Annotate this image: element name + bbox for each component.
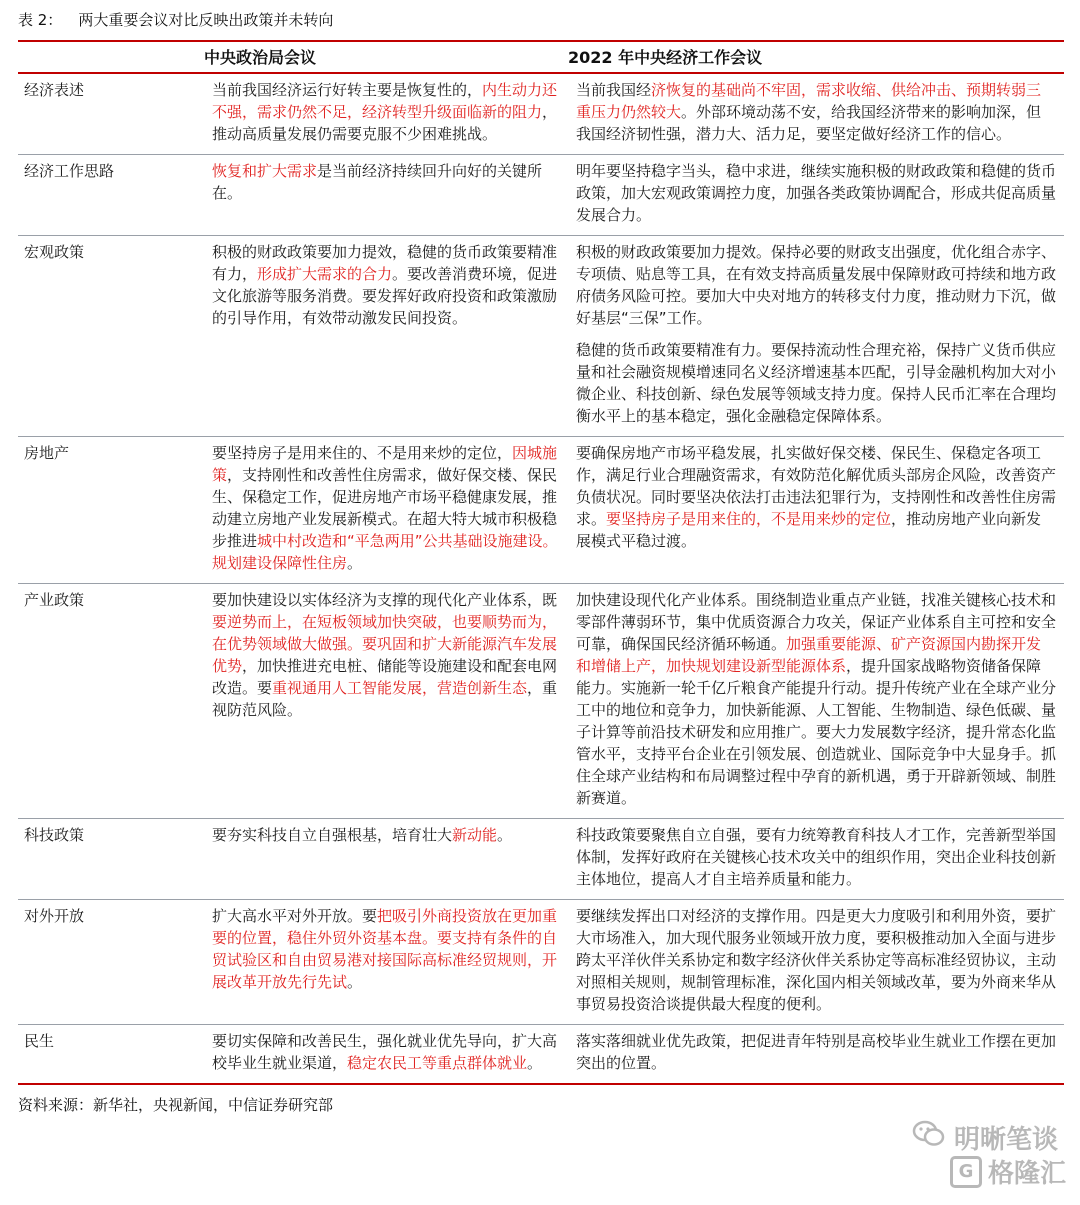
column-header-cewc: 2022 年中央经济工作会议 [568,47,763,67]
politburo-cell [204,900,568,1025]
watermark-account: 明晰笔谈 [953,1125,1058,1155]
highlighted-text: 加强重要能源、矿产资源国内勘探开发和增储上产，加快规划建设新型能源体系 [576,635,1042,675]
table-row [18,236,1064,437]
text-segment: 是当前经济持续回升向好的关键所在。 [212,162,543,202]
text-segment: ，推动高质量发展仍需要克服不少困难挑战。 [212,103,558,143]
watermark-wechat [912,1119,1058,1156]
text-segment: 。要改善消费环境，促进文化旅游等服务消费。要发挥好政府投资和政策激励的引导作用，有效带动激发民间投资。 [212,265,558,327]
text-segment: 。 [347,554,363,572]
cewc-cell [568,236,1064,437]
politburo-cell [204,236,568,437]
text-segment: 积极的财政政策要加力提效。保持必要的财政支出强度，优化组合赤字、专项债、贴息等工具，在有效支持高质量发展中保障财政可持续和地方政府债务风险可控。要加大中央对地方的转移支付力度，推动财力下沉，做好基层“三保”工作。 [576,243,1057,327]
text-segment: 。 [527,1054,543,1072]
text-segment: 当前我国经济运行好转主要是恢复性的， [212,81,483,99]
table-row [18,437,1064,584]
row-category: 对外开放 [24,907,85,925]
highlighted-text: 内生动力还不强，需求仍然不足，经济转型升级面临新的阻力 [212,81,558,121]
watermark-brand [950,1153,1066,1190]
wechat-icon [912,1120,946,1155]
highlighted-text: 要坚持房子是用来住的，不是用来炒的定位 [606,510,892,528]
caption-title: 两大重要会议对比反映出政策并未转向 [78,11,334,29]
row-category: 产业政策 [24,591,85,609]
text-segment: 要坚持房子是用来住的、不是用来炒的定位， [212,444,513,462]
table-row [18,155,1064,236]
table-header-row [18,42,1064,73]
text-segment: 当前我国经 [576,81,652,99]
comparison-table [18,42,1064,1085]
text-segment: 扩大高水平对外开放。要 [212,907,378,925]
cewc-cell [568,437,1064,584]
text-segment: 落实落细就业优先政策，把促进青年特别是高校毕业生就业工作摆在更加突出的位置。 [576,1032,1057,1072]
caption-label: 表 2： [18,11,63,29]
text-segment: 明年要坚持稳字当头，稳中求进，继续实施积极的财政政策和稳健的货币政策，加大宏观政策调控力度，加强各类政策协调配合，形成共促高质量发展合力。 [576,162,1057,224]
cewc-cell [568,73,1064,155]
highlighted-text: 城中村改造和“平急两用”公共基础设施建设。规划建设保障性住房 [212,532,558,572]
text-segment: ，加快推进充电桩、储能等设施建设和配套电网改造。要 [212,657,558,697]
politburo-cell [204,819,568,900]
text-segment: ，提升国家战略物资储备保障能力。实施新一轮千亿斤粮食产能提升行动。提升传统产业在全球产业分工中的地位和竞争力，加快新能源、人工智能、生物制造、绿色低碳、量子计算等前沿技术研发和应用推广。要大力发展数字经济，提升常态化监管水平，支持平台企业在引领发展、创造就业、国际竞争中大显身手。抓住全球产业结构和布局调整过程中孕育的新机遇，勇于开辟新领域、制胜新赛道。 [576,657,1057,807]
document-page [18,0,1064,1117]
text-segment: 要继续发挥出口对经济的支撑作用。四是更大力度吸引和利用外资，要扩大市场准入，加大现代服务业领域开放力度，要积极推动加入全面与进步跨太平洋伙伴关系协定和数字经济伙伴关系协定等高标准经贸协议，主动对照相关规则，规制管理标准，深化国内相关领域改革，要为外商来华从事贸易投资洽谈提供最大程度的便利。 [576,907,1057,1013]
highlighted-text: 重视通用人工智能发展，营造创新生态 [272,679,528,697]
row-category: 宏观政策 [24,243,85,261]
text-segment: 加快建设现代化产业体系。围绕制造业重点产业链，找准关键核心技术和零部件薄弱环节，集中优质资源合力攻关，保证产业体系自主可控和安全可靠，确保国民经济循环畅通。 [576,591,1057,653]
highlighted-text: 济恢复的基础尚不牢固，需求收缩、供给冲击、预期转弱三重压力仍然较大 [576,81,1042,121]
highlighted-text: 恢复和扩大需求 [212,162,318,180]
watermark [856,1119,1066,1189]
cewc-cell [568,1025,1064,1085]
politburo-cell [204,1025,568,1085]
highlighted-text: 把吸引外商投资放在更加重要的位置，稳住外贸外资基本盘。要支持有条件的自贸试验区和自由贸易港对接国际高标准经贸规则，开展改革开放先行先试 [212,907,558,991]
table-body [18,73,1064,1084]
text-segment: ，重视防范风险。 [212,679,558,719]
table-row [18,900,1064,1025]
cewc-cell [568,900,1064,1025]
text-segment: 要夯实科技自立自强根基，培育壮大 [212,826,453,844]
cewc-cell [568,155,1064,236]
column-header-politburo: 中央政治局会议 [204,47,317,67]
cewc-cell [568,584,1064,819]
table-row [18,819,1064,900]
row-category: 房地产 [24,444,70,462]
politburo-cell [204,155,568,236]
text-segment: 科技政策要聚焦自立自强，要有力统筹教育科技人才工作，完善新型举国体制，发挥好政府在关键核心技术攻关中的组织作用，突出企业科技创新主体地位，提高人才自主培养质量和能力。 [576,826,1057,888]
text-segment: 要加快建设以实体经济为支撑的现代化产业体系，既 [212,591,558,609]
gelonghui-logo-icon: G [950,1156,982,1188]
watermark-brand-name: 格隆汇 [987,1159,1066,1189]
text-segment: 积极的财政政策要加力提效，稳健的货币政策要精准有力， [212,243,558,283]
text-segment: ，支持刚性和改善性住房需求，做好保交楼、保民生、保稳定工作，促进房地产市场平稳健康发展，推动建立房地产业发展新模式。在超大特大城市积极稳步推进 [212,466,558,550]
row-category: 经济表述 [24,81,85,99]
text-segment: 。外部环境动荡不安，给我国经济带来的影响加深，但我国经济韧性强，潜力大、活力足，要坚定做好经济工作的信心。 [576,103,1042,143]
text-segment: 要确保房地产市场平稳发展，扎实做好保交楼、保民生、保稳定各项工作，满足行业合理融资需求，有效防范化解优质头部房企风险，改善资产负债状况。同时要坚决依法打击违法犯罪行为，支持刚性和改善性住房需求。 [576,444,1057,528]
politburo-cell [204,584,568,819]
text-segment: 。 [497,826,513,844]
politburo-cell [204,73,568,155]
highlighted-text: 稳定农民工等重点群体就业 [347,1054,528,1072]
highlighted-text: 形成扩大需求的合力 [257,265,393,283]
table-row [18,1025,1064,1085]
row-category: 经济工作思路 [24,162,115,180]
text-segment: 要切实保障和改善民生，强化就业优先导向，扩大高校毕业生就业渠道， [212,1032,558,1072]
source-note: 资料来源：新华社，央视新闻，中信证券研究部 [18,1096,334,1114]
text-segment: 稳健的货币政策要精准有力。要保持流动性合理充裕，保持广义货币供应量和社会融资规模增速同名义经济增速基本匹配，引导金融机构加大对小微企业、科技创新、绿色发展等领域支持力度。保持人民币汇率在合理均衡水平上的基本稳定，强化金融稳定保障体系。 [576,341,1057,425]
cewc-paragraph-2 [576,339,1056,427]
highlighted-text: 因城施策 [212,444,558,484]
table-row [18,73,1064,155]
politburo-cell [204,437,568,584]
cewc-cell [568,819,1064,900]
highlighted-text: 新动能 [452,826,498,844]
text-segment: ，推动房地产业向新发展模式平稳过渡。 [576,510,1042,550]
row-category: 科技政策 [24,826,85,844]
table-caption [18,0,1064,40]
highlighted-text: 要逆势而上，在短板领域加快突破，也要顺势而为，在优势领域做大做强。要巩固和扩大新能源汽车发展优势 [212,613,558,675]
column-header-category [18,42,204,73]
table-row [18,584,1064,819]
text-segment: 。 [347,973,363,991]
row-category: 民生 [24,1032,55,1050]
